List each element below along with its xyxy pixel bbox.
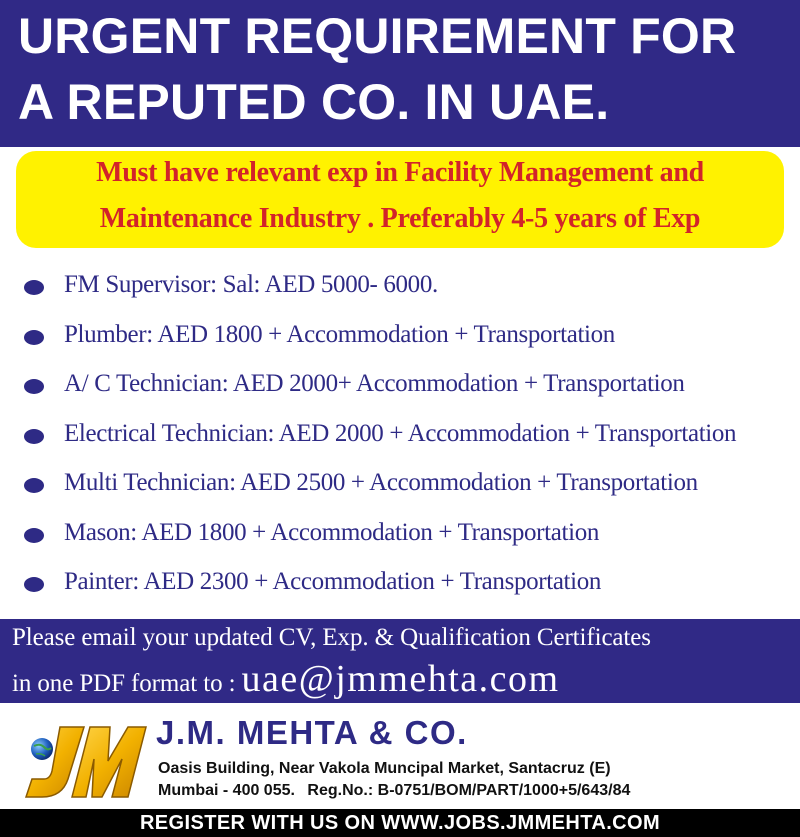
position-item xyxy=(0,464,800,514)
requirement-box xyxy=(16,151,784,248)
company-city-and-registration xyxy=(158,781,630,801)
position-item xyxy=(0,514,800,564)
bullet-icon xyxy=(24,330,44,345)
email-address: uae@jmmehta.com xyxy=(241,658,560,700)
bullet-icon xyxy=(24,577,44,592)
positions-list xyxy=(0,266,800,613)
bullet-icon xyxy=(24,379,44,394)
position-text: Mason: AED 1800 + Accommodation + Transportation xyxy=(64,518,599,546)
email-instruction-line-2 xyxy=(12,659,560,704)
bullet-icon xyxy=(24,429,44,444)
registration-label: Reg.No.: xyxy=(307,782,374,799)
position-item xyxy=(0,415,800,465)
company-city: Mumbai - 400 055. xyxy=(158,782,295,799)
position-item xyxy=(0,266,800,316)
company-address: Oasis Building, Near Vakola Muncipal Market, Santacruz (E) xyxy=(158,760,611,777)
email-instructions xyxy=(0,619,800,703)
position-text: Multi Technician: AED 2500 + Accommodation + Transportation xyxy=(64,469,698,496)
requirement-line-1: Must have relevant exp in Facility Management and xyxy=(96,157,704,188)
position-text: Electrical Technician: AED 2000 + Accommodation + Transportation xyxy=(64,419,737,447)
headline-line-1: URGENT REQUIREMENT FOR xyxy=(18,8,737,64)
company-info xyxy=(0,703,800,809)
bullet-icon xyxy=(24,528,44,543)
position-text: Painter: AED 2300 + Accommodation + Transportation xyxy=(64,568,602,595)
company-name: J.M. MEHTA & CO. xyxy=(156,714,468,751)
footer-register-text: REGISTER WITH US ON WWW.JOBS.JMMEHTA.COM xyxy=(139,812,661,834)
position-text: FM Supervisor: Sal: AED 5000- 6000. xyxy=(64,271,438,298)
header-banner xyxy=(0,0,800,147)
position-text: Plumber: AED 1800 + Accommodation + Transportation xyxy=(64,320,615,348)
position-text: A/ C Technician: AED 2000+ Accommodation + Transportation xyxy=(64,370,685,397)
jm-logo xyxy=(22,713,148,805)
email-prefix: in one PDF format to : xyxy=(12,670,236,697)
position-item xyxy=(0,316,800,366)
bullet-icon xyxy=(24,478,44,493)
headline-line-2: A REPUTED CO. IN UAE. xyxy=(18,74,610,130)
bullet-icon xyxy=(24,280,44,295)
footer-bar xyxy=(0,809,800,837)
registration-number: B-0751/BOM/PART/1000+5/643/84 xyxy=(377,782,631,799)
email-instruction-line-1: Please email your updated CV, Exp. & Qualification Certificates xyxy=(12,624,651,651)
position-item xyxy=(0,365,800,415)
requirement-line-2: Maintenance Industry . Preferably 4-5 years of Exp xyxy=(99,203,701,234)
position-item xyxy=(0,563,800,613)
